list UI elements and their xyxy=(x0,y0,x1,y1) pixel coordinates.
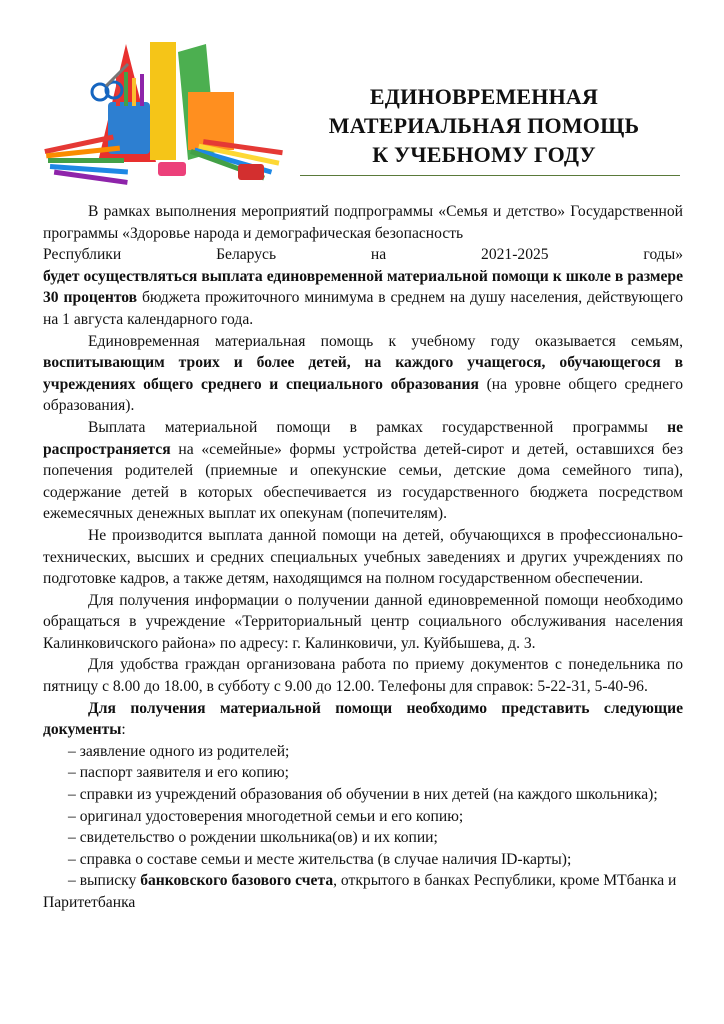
documents-list xyxy=(43,741,683,914)
school-supplies-illustration xyxy=(38,34,288,186)
sharpener-icon xyxy=(238,164,264,180)
paragraph-documents-heading xyxy=(43,698,683,741)
paragraph-contact-info: Для получения информации о получении данной единовременной помощи необходимо обращаться в учреждение «Территориальный центр социального обслуживания населения Калинковичского района» по адресу: г. Калинковичи, ул. Куйбышева, д. 3. xyxy=(43,591,683,652)
p2-text-b: (на уровне общего среднего образования). xyxy=(43,375,683,415)
paragraph-not-paid: Не производится выплата данной помощи на детей, обучающихся в профессионально-технических, высших и средних специальных учебных заведениях и других учреждениях по подготовке кадров, а также детям, находящимся на полном государственном обеспечении. xyxy=(43,526,683,588)
p2-text-a: Единовременная материальная помощь к учебному году оказывается семьям, xyxy=(88,332,683,350)
list-item-7-a: – выписку xyxy=(68,872,141,890)
p1-text-a: В рамках выполнения мероприятий подпрограммы «Семья и детство» Государственной программы «Здоровье народа и демографическая безопасность xyxy=(43,203,683,242)
list-item: – заявление одного из родителей; xyxy=(68,742,290,760)
list-item xyxy=(43,870,683,913)
title-line-1: ЕДИНОВРЕМЕННАЯ xyxy=(369,84,599,109)
p1-text-b: Республики Беларусь на 2021-2025 годы» xyxy=(43,246,683,264)
paragraph-program xyxy=(43,201,683,331)
p7-colon: : xyxy=(121,721,126,739)
p1-text-c: бюджета прожиточного минимума в среднем на душу населения, действующего на 1 августа календарного года. xyxy=(43,289,684,328)
page-title xyxy=(300,82,668,169)
p3-bold: не распространяется xyxy=(43,418,683,458)
title-underline xyxy=(300,175,680,176)
paragraph-schedule: Для удобства граждан организована работа по приему документов с понедельника по пятницу с 8.00 до 18.00, в субботу с 9.00 до 12.00. Телефоны для справок: 5-22-31, 5-40-96. xyxy=(43,656,683,696)
eraser-icon xyxy=(158,162,186,176)
header xyxy=(0,0,724,190)
p1-bold: будет осуществляться выплата единовременной материальной помощи к школе в размере 30 процентов xyxy=(43,267,683,307)
list-item: – справка о составе семьи и месте жительства (в случае наличия ID-карты); xyxy=(68,850,572,868)
p7-bold: Для получения материальной помощи необходимо представить следующие документы xyxy=(43,699,683,739)
list-item-7-b: , открытого в банках Республики, кроме МТбанка и Паритетбанка xyxy=(43,872,677,911)
colored-pencils-icon xyxy=(190,139,283,180)
list-item: – свидетельство о рождении школьника(ов) и их копии; xyxy=(68,829,438,847)
p3-text-a: Выплата материальной помощи в рамках государственной программы xyxy=(88,418,668,436)
list-item: – оригинал удостоверения многодетной семьи и его копию; xyxy=(68,807,464,825)
title-line-3: К УЧЕБНОМУ ГОДУ xyxy=(372,142,596,167)
paragraph-eligibility xyxy=(43,331,683,417)
p3-text-b: на «семейные» формы устройства детей-сирот и детей, оставшихся без попечения родителей (приемные и опекунские семьи, детские дома семейного типа), содержание детей в которых обеспечивается из государственного бюджета посредством ежемесячных денежных выплат их опекунам (попечителям). xyxy=(43,440,683,523)
p2-bold: воспитывающим троих и более детей, на каждого учащегося, обучающегося в учреждениях общего среднего и специального образования xyxy=(43,354,683,393)
document-body xyxy=(43,201,683,914)
yellow-tube-shape xyxy=(150,42,176,160)
list-item-7-bold: банковского базового счета xyxy=(140,872,334,890)
list-item: – паспорт заявителя и его копию; xyxy=(68,764,289,782)
title-line-2: МАТЕРИАЛЬНАЯ ПОМОЩЬ xyxy=(328,113,640,138)
paragraph-exclusions xyxy=(43,417,683,525)
list-item: – справки из учреждений образования об обучении в них детей (на каждого школьника); xyxy=(68,786,658,804)
